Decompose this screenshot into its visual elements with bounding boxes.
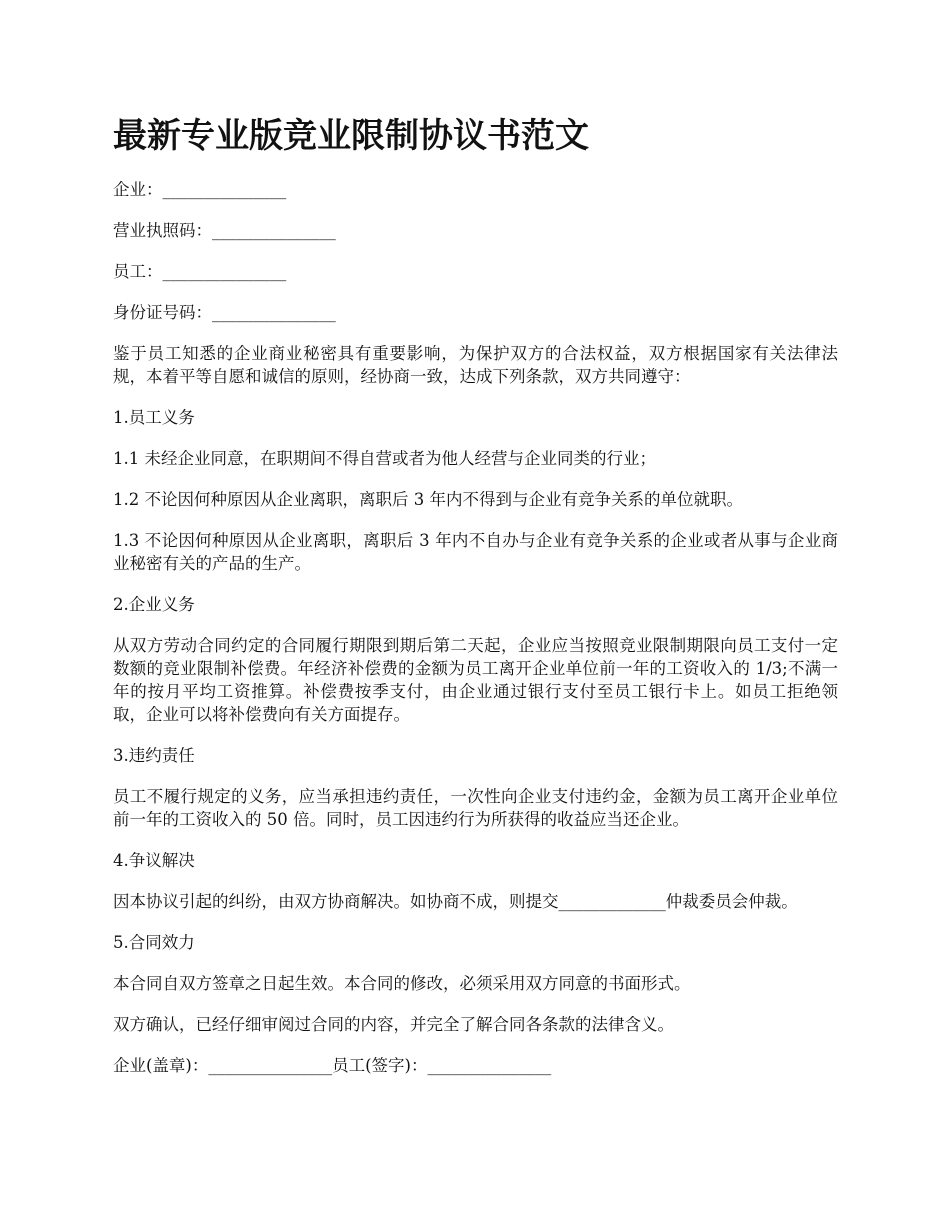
preamble-paragraph: 鉴于员工知悉的企业商业秘密具有重要影响，为保护双方的合法权益，双方根据国家有关法律法规，本着平等自愿和诚信的原则，经协商一致，达成下列条款，双方共同遵守：	[113, 344, 838, 386]
id-number-field: 身份证号码：_______________	[113, 303, 336, 322]
license-field: 营业执照码：_______________	[113, 221, 336, 240]
clause-1-1: 1.1 未经企业同意，在职期间不得自营或者为他人经营与企业同类的行业；	[113, 449, 656, 468]
section-3-body: 员工不履行规定的义务，应当承担违约责任，一次性向企业支付违约金，金额为员工离开企业单位前一年的工资收入的 50 倍。同时，员工因违约行为所获得的收益应当还企业。	[113, 787, 838, 829]
section-5-heading: 5.合同效力	[113, 933, 195, 952]
section-1-heading: 1.员工义务	[113, 408, 195, 427]
clause-1-2: 1.2 不论因何种原因从企业离职，离职后 3 年内不得到与企业有竞争关系的单位就职。	[113, 490, 743, 509]
section-5-body: 本合同自双方签章之日起生效。本合同的修改，必须采用双方同意的书面形式。	[113, 974, 691, 993]
section-3-heading: 3.违约责任	[113, 746, 195, 765]
clause-1-3: 1.3 不论因何种原因从企业离职，离职后 3 年内不自办与企业有竞争关系的企业或者从事与企业商业秘密有关的产品的生产。	[113, 531, 838, 573]
section-2-body: 从双方劳动合同约定的合同履行期限到期后第二天起，企业应当按照竞业限制期限向员工支付一定数额的竞业限制补偿费。年经济补偿费的金额为员工离开企业单位前一年的工资收入的 1/3;不满一年的按月平均工资推算。补偿费按季支付，由企业通过银行支付至员工银行卡上。如员工拒绝领取，企业可以将补偿费向有关方面提存。	[113, 636, 838, 724]
signature-line: 企业(盖章)：_______________员工(签字)：_______________	[113, 1056, 552, 1075]
employee-field: 员工：_______________	[113, 262, 287, 281]
company-field: 企业：_______________	[113, 180, 287, 199]
section-4-body: 因本协议引起的纠纷，由双方协商解决。如协商不成，则提交_____________仲裁委员会仲裁。	[113, 892, 798, 911]
document-title: 最新专业版竞业限制协议书范文	[113, 116, 589, 156]
document-page	[113, 112, 838, 1095]
confirmation-paragraph: 双方确认，已经仔细审阅过合同的内容，并完全了解合同各条款的法律含义。	[113, 1015, 674, 1034]
section-4-heading: 4.争议解决	[113, 851, 195, 870]
section-2-heading: 2.企业义务	[113, 595, 195, 614]
